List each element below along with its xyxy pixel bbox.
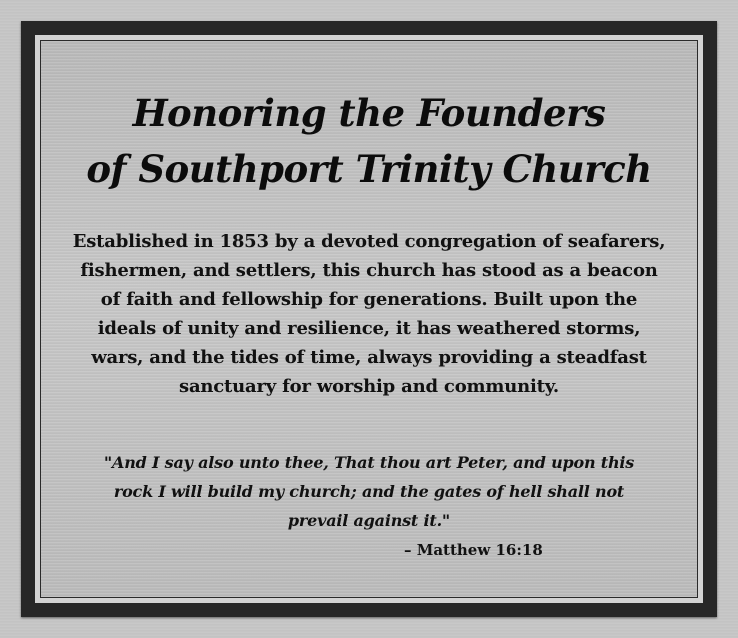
quote-line: rock I will build my church; and the gates of hell shall not xyxy=(113,482,625,501)
scripture-quote xyxy=(67,448,671,535)
description-line: Established in 1853 by a devoted congregation of seafarers, xyxy=(72,231,666,252)
description-line: fishermen, and settlers, this church has stood as a beacon xyxy=(80,260,658,281)
plaque-border xyxy=(35,35,703,603)
description-line: wars, and the tides of time, always providing a steadfast xyxy=(91,347,647,368)
scripture-citation: – Matthew 16:18 xyxy=(404,541,543,559)
plaque-panel xyxy=(40,40,698,598)
plaque-title-line: of Southport Trinity Church xyxy=(86,147,652,191)
plaque-description xyxy=(67,227,671,401)
plaque-title xyxy=(41,85,697,197)
description-line: of faith and fellowship for generations. Built upon the xyxy=(100,289,638,310)
plaque-title-line: Honoring the Founders xyxy=(132,91,606,135)
quote-line: prevail against it." xyxy=(287,511,451,530)
quote-line: "And I say also unto thee, That thou art Peter, and upon this xyxy=(103,453,635,472)
description-line: ideals of unity and resilience, it has weathered storms, xyxy=(97,318,641,339)
description-line: sanctuary for worship and community. xyxy=(179,376,559,397)
plaque-frame xyxy=(21,21,717,617)
